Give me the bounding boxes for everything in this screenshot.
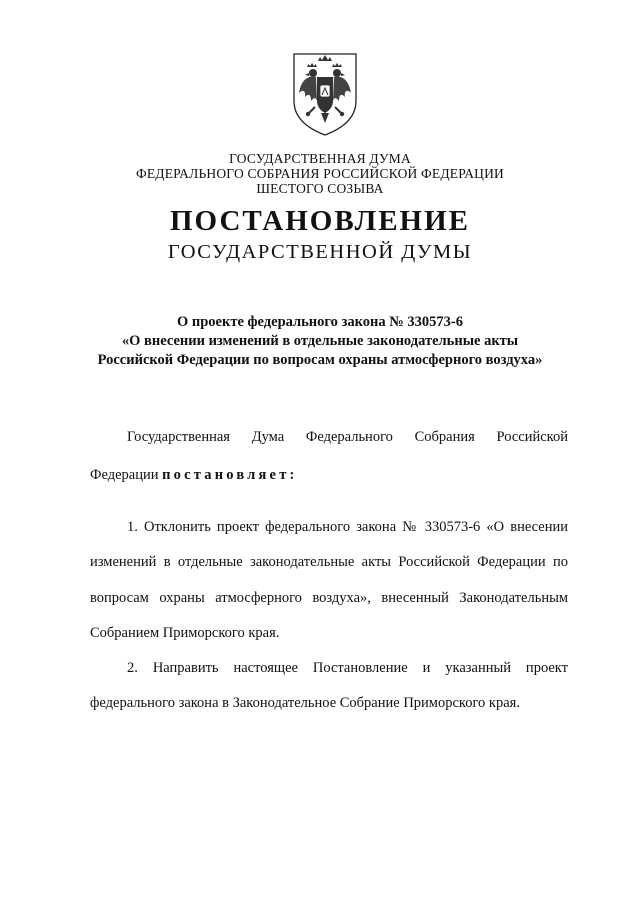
decides-word: постановляет: — [162, 467, 298, 483]
point-1-line-2: изменений в отдельные законодательные акты Российской Федерации по — [90, 554, 568, 570]
point-1-line-1: 1. Отклонить проект федерального закона № 330573-6 «О внесении — [127, 519, 568, 535]
header-convocation: ШЕСТОГО СОЗЫВА — [256, 181, 384, 196]
subject-line-2: «О внесении изменений в отдельные законодательные акты — [121, 333, 519, 349]
header-federal-assembly: ФЕДЕРАЛЬНОГО СОБРАНИЯ РОССИЙСКОЙ ФЕДЕРАЦИИ — [136, 166, 504, 181]
document-title: ПОСТАНОВЛЕНИЕ — [169, 205, 470, 237]
preamble-line-1: Государственная Дума Федерального Собрания Российской — [127, 429, 568, 445]
subject-line-3: Российской Федерации по вопросам охраны атмосферного воздуха» — [97, 352, 543, 368]
preamble-prefix: Федерации — [90, 467, 163, 483]
subject-line-1: О проекте федерального закона № 330573-6 — [176, 314, 464, 330]
point-2-line-2: федерального закона в Законодательное Собрание Приморского края. — [90, 695, 520, 711]
point-1-line-3: вопросам охраны атмосферного воздуха», внесенный Законодательным — [90, 590, 568, 606]
point-1-line-4: Собранием Приморского края. — [90, 625, 280, 641]
coat-of-arms-icon — [291, 51, 359, 137]
document-subtitle: ГОСУДАРСТВЕННОЙ ДУМЫ — [167, 241, 473, 263]
preamble-line-2 — [90, 466, 298, 485]
header-department: ГОСУДАРСТВЕННАЯ ДУМА — [229, 151, 411, 166]
point-2-line-1: 2. Направить настоящее Постановление и указанный проект — [127, 660, 568, 676]
